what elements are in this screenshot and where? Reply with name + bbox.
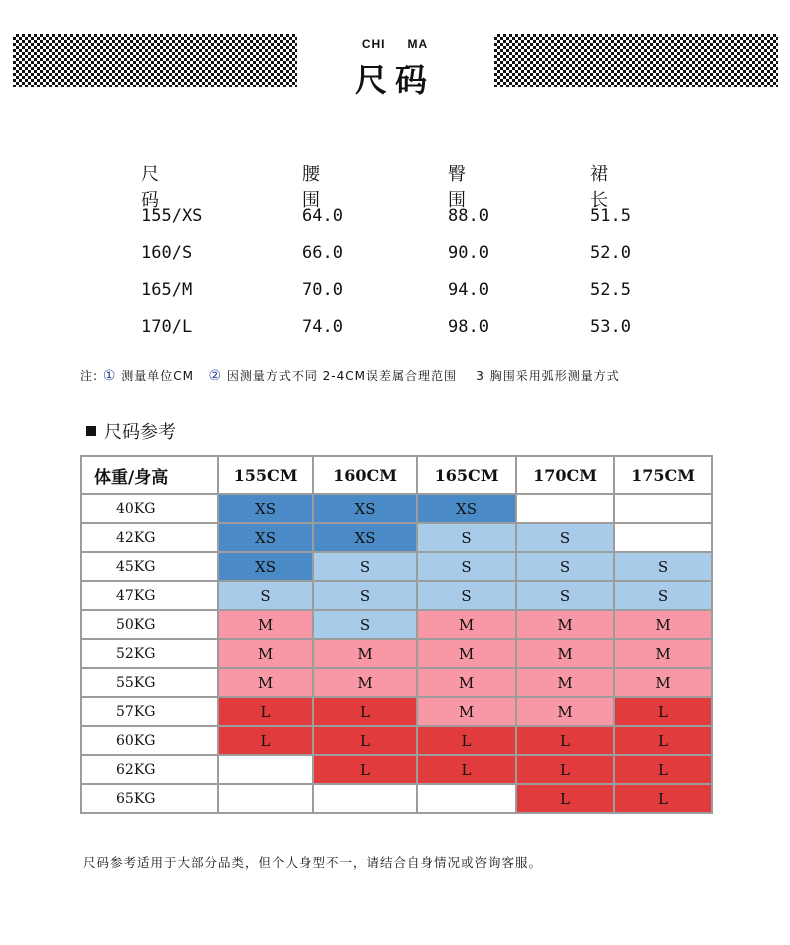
- measurement-value: 52.5: [590, 280, 631, 300]
- measurement-value: 53.0: [590, 317, 631, 337]
- table-row: [81, 552, 712, 581]
- measurement-size-label: 170/L: [141, 317, 193, 337]
- size-cell: [614, 523, 712, 552]
- measurement-value: 51.5: [590, 206, 631, 226]
- size-cell: L: [614, 755, 712, 784]
- size-cell: XS: [313, 523, 417, 552]
- measurement-value: 66.0: [302, 243, 343, 263]
- size-cell: L: [614, 784, 712, 813]
- size-cell: S: [218, 581, 313, 610]
- size-cell: [614, 494, 712, 523]
- size-cell: S: [417, 523, 516, 552]
- measurement-value: 64.0: [302, 206, 343, 226]
- size-cell: L: [417, 755, 516, 784]
- height-header: 165CM: [417, 456, 516, 494]
- height-header: 155CM: [218, 456, 313, 494]
- size-cell: M: [417, 697, 516, 726]
- weight-label: 40KG: [81, 494, 218, 523]
- section-heading: [86, 418, 176, 444]
- size-cell: M: [614, 610, 712, 639]
- note-prefix: 注:: [80, 369, 99, 383]
- measurement-value: 88.0: [448, 206, 489, 226]
- size-cell: L: [516, 755, 614, 784]
- size-cell: XS: [218, 552, 313, 581]
- size-cell: M: [218, 610, 313, 639]
- size-cell: S: [614, 552, 712, 581]
- size-cell: S: [417, 581, 516, 610]
- size-cell: [313, 784, 417, 813]
- measurement-size-label: 160/S: [141, 243, 193, 263]
- pinyin-heading: [343, 37, 447, 51]
- square-bullet-icon: [86, 426, 96, 436]
- height-header: 160CM: [313, 456, 417, 494]
- section-title: 尺码参考: [104, 422, 176, 443]
- size-cell: [218, 755, 313, 784]
- table-row: [81, 668, 712, 697]
- note-item-2: 因测量方式不同 2-4CM误差属合理范围: [226, 369, 457, 383]
- weight-label: 47KG: [81, 581, 218, 610]
- height-header: 175CM: [614, 456, 712, 494]
- size-cell: L: [614, 726, 712, 755]
- size-cell: L: [218, 697, 313, 726]
- table-row: [81, 581, 712, 610]
- size-cell: M: [313, 639, 417, 668]
- table-row: [81, 755, 712, 784]
- size-cell: S: [614, 581, 712, 610]
- size-cell: L: [313, 755, 417, 784]
- checker-pattern-right: [494, 34, 778, 87]
- measurement-value: 74.0: [302, 317, 343, 337]
- size-cell: L: [614, 697, 712, 726]
- circle-one-icon: ①: [102, 368, 117, 384]
- measurement-value: 98.0: [448, 317, 489, 337]
- table-row: [81, 523, 712, 552]
- size-cell: L: [516, 726, 614, 755]
- corner-header: 体重/身高: [81, 456, 218, 494]
- weight-label: 50KG: [81, 610, 218, 639]
- size-cell: [516, 494, 614, 523]
- size-cell: M: [313, 668, 417, 697]
- weight-label: 42KG: [81, 523, 218, 552]
- size-cell: L: [313, 697, 417, 726]
- size-cell: M: [614, 668, 712, 697]
- size-cell: L: [516, 784, 614, 813]
- checker-pattern-left: [13, 34, 297, 87]
- size-cell: S: [516, 552, 614, 581]
- note-item-1: 测量单位CM: [121, 369, 194, 383]
- measurement-size-label: 155/XS: [141, 206, 203, 226]
- table-row: [81, 726, 712, 755]
- measurement-value: 90.0: [448, 243, 489, 263]
- table-header-row: [81, 456, 712, 494]
- measurement-size-label: 165/M: [141, 280, 193, 300]
- size-cell: M: [516, 639, 614, 668]
- measurement-header: 尺码: [141, 164, 159, 211]
- size-cell: M: [417, 639, 516, 668]
- weight-label: 65KG: [81, 784, 218, 813]
- page-title: 尺码: [354, 61, 435, 99]
- measurement-header: 裙长: [590, 164, 608, 211]
- weight-label: 62KG: [81, 755, 218, 784]
- size-cell: [417, 784, 516, 813]
- size-cell: S: [516, 523, 614, 552]
- measurement-value: 52.0: [590, 243, 631, 263]
- height-header: 170CM: [516, 456, 614, 494]
- measurement-value: 94.0: [448, 280, 489, 300]
- footer-note: 尺码参考适用于大部分品类，但个人身型不一，请结合自身情况或咨询客服。: [83, 855, 543, 870]
- measurement-header: 臀围: [448, 164, 466, 211]
- weight-label: 45KG: [81, 552, 218, 581]
- size-cell: L: [218, 726, 313, 755]
- size-cell: M: [417, 610, 516, 639]
- measurement-header: 腰围: [302, 164, 320, 211]
- weight-label: 55KG: [81, 668, 218, 697]
- size-cell: XS: [218, 523, 313, 552]
- size-cell: M: [516, 668, 614, 697]
- pinyin-ma: MA: [407, 37, 429, 51]
- size-cell: M: [218, 639, 313, 668]
- size-cell: L: [417, 726, 516, 755]
- size-cell: XS: [313, 494, 417, 523]
- circle-two-icon: ②: [208, 368, 223, 384]
- note-item-3: 3 胸围采用弧形测量方式: [476, 369, 620, 383]
- size-cell: S: [313, 552, 417, 581]
- size-cell: [218, 784, 313, 813]
- weight-label: 60KG: [81, 726, 218, 755]
- weight-label: 52KG: [81, 639, 218, 668]
- size-cell: M: [417, 668, 516, 697]
- table-row: [81, 697, 712, 726]
- size-cell: S: [313, 581, 417, 610]
- table-row: [81, 494, 712, 523]
- size-cell: S: [516, 581, 614, 610]
- size-cell: XS: [417, 494, 516, 523]
- size-cell: L: [313, 726, 417, 755]
- size-cell: M: [516, 610, 614, 639]
- size-cell: XS: [218, 494, 313, 523]
- table-row: [81, 784, 712, 813]
- measurement-value: 70.0: [302, 280, 343, 300]
- size-cell: S: [417, 552, 516, 581]
- size-cell: M: [218, 668, 313, 697]
- table-row: [81, 610, 712, 639]
- pinyin-chi: CHI: [361, 37, 386, 51]
- size-reference-table: [80, 455, 713, 814]
- size-cell: S: [313, 610, 417, 639]
- table-row: [81, 639, 712, 668]
- measurement-note: [80, 367, 620, 384]
- weight-label: 57KG: [81, 697, 218, 726]
- size-cell: M: [516, 697, 614, 726]
- size-cell: M: [614, 639, 712, 668]
